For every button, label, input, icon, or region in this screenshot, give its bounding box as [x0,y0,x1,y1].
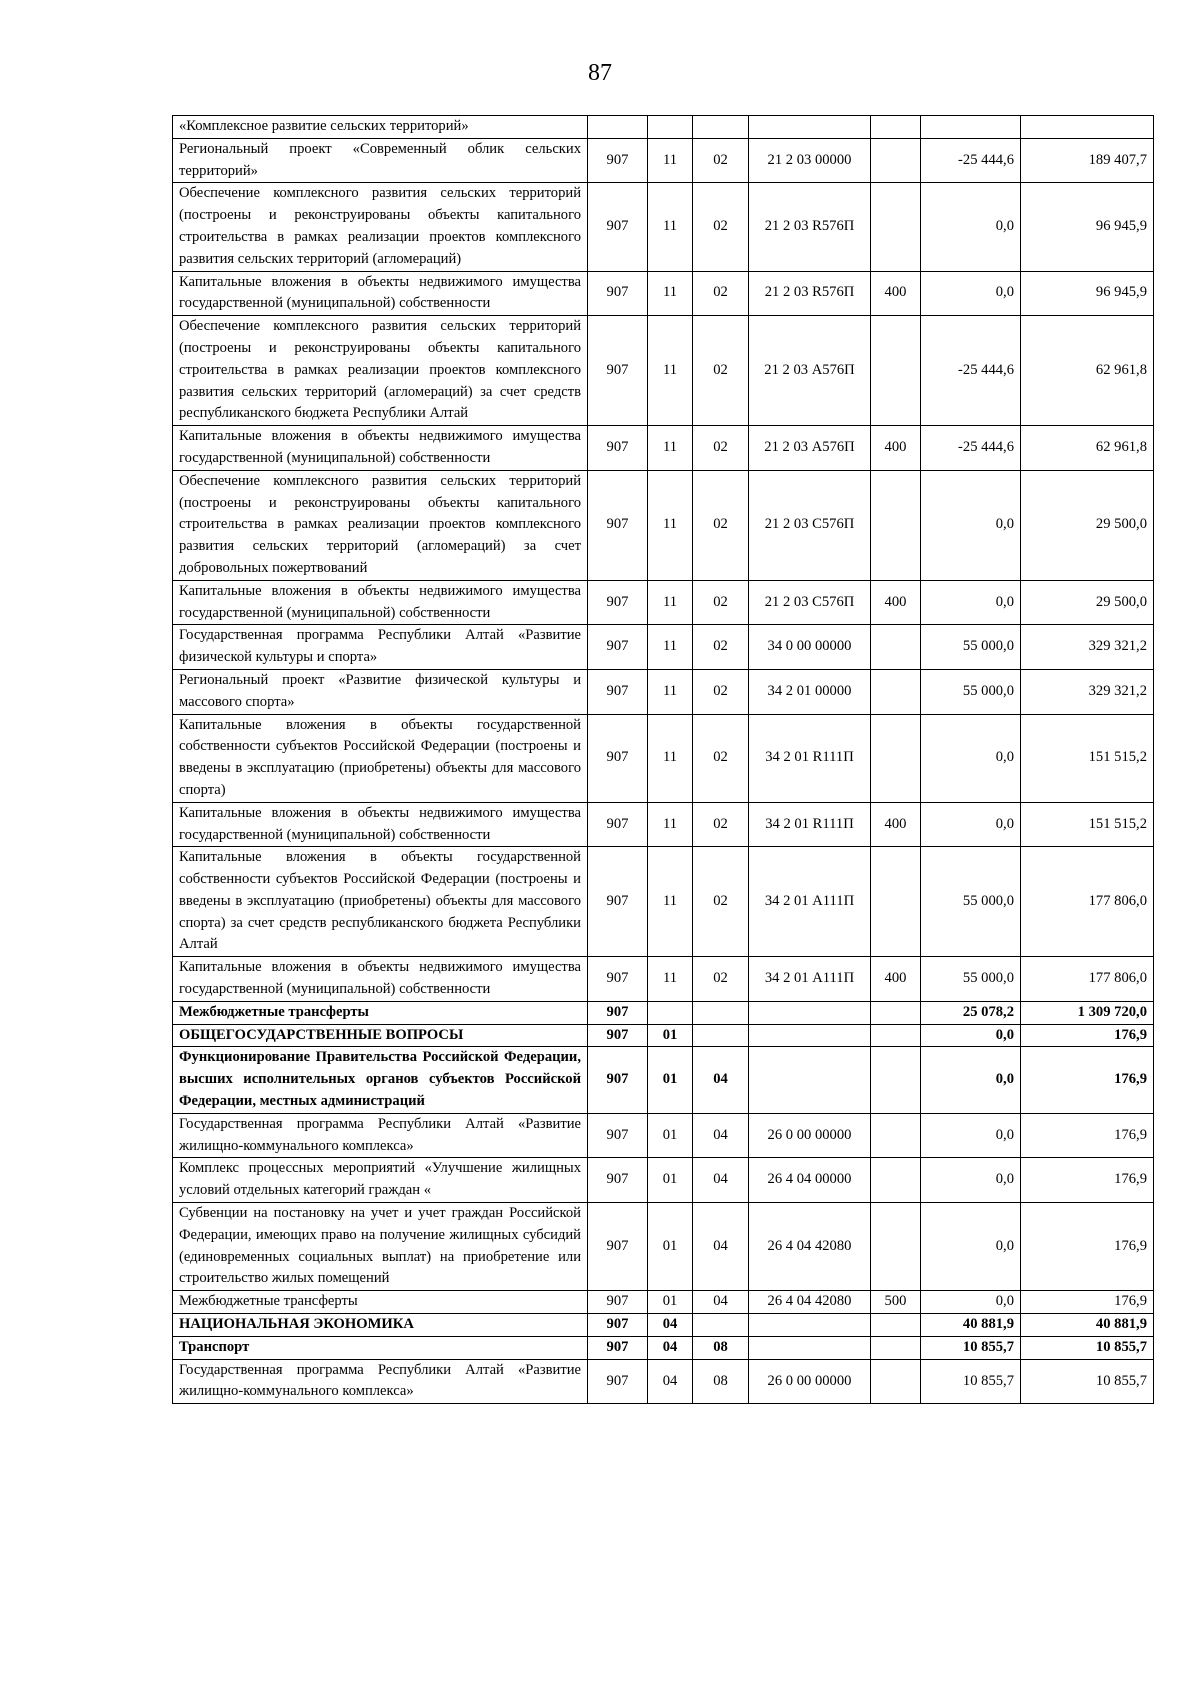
row-gr-code: 907 [588,580,648,625]
row-total-amount: 176,9 [1021,1203,1154,1291]
row-subsection-code: 08 [693,1359,749,1404]
row-subsection-code: 08 [693,1336,749,1359]
row-gr-code: 907 [588,1158,648,1203]
row-change-amount: 0,0 [921,1158,1021,1203]
row-total-amount: 62 961,8 [1021,316,1154,426]
row-change-amount: 40 881,9 [921,1314,1021,1337]
row-target-article: 34 2 01 А111П [749,957,871,1002]
row-subsection-code: 02 [693,847,749,957]
row-expense-type [871,1047,921,1113]
row-target-article: 21 2 03 00000 [749,138,871,183]
table-row [173,1314,1154,1337]
row-change-amount: 0,0 [921,1024,1021,1047]
row-total-amount: 62 961,8 [1021,426,1154,471]
row-total-amount: 29 500,0 [1021,580,1154,625]
row-subsection-code: 02 [693,316,749,426]
row-subsection-code: 02 [693,138,749,183]
row-gr-code: 907 [588,847,648,957]
row-target-article: 21 2 03 R576П [749,183,871,271]
row-target-article: 34 2 01 R111П [749,802,871,847]
row-expense-type [871,1024,921,1047]
row-name: Капитальные вложения в объекты недвижимого имущества государственной (муниципальной) собственности [173,957,588,1002]
row-name: «Комплексное развитие сельских территорий» [173,116,588,139]
row-target-article [749,1336,871,1359]
row-total-amount: 176,9 [1021,1047,1154,1113]
row-target-article: 34 2 01 00000 [749,669,871,714]
row-subsection-code: 02 [693,802,749,847]
row-expense-type [871,470,921,580]
row-gr-code: 907 [588,138,648,183]
row-name: НАЦИОНАЛЬНАЯ ЭКОНОМИКА [173,1314,588,1337]
table-row [173,714,1154,802]
table-row [173,957,1154,1002]
row-section-code: 11 [648,271,693,316]
row-change-amount: -25 444,6 [921,426,1021,471]
row-section-code: 11 [648,714,693,802]
row-name: Государственная программа Республики Алтай «Развитие физической культуры и спорта» [173,625,588,670]
row-change-amount: 0,0 [921,1047,1021,1113]
row-change-amount: -25 444,6 [921,316,1021,426]
row-target-article: 34 0 00 00000 [749,625,871,670]
row-section-code: 01 [648,1024,693,1047]
row-name: Капитальные вложения в объекты государственной собственности субъектов Российской Федерации (построены и введены в эксплуатацию (приобретены) объекты для массового спорта) [173,714,588,802]
row-target-article [749,1001,871,1024]
row-section-code: 11 [648,802,693,847]
row-gr-code: 907 [588,669,648,714]
row-gr-code: 907 [588,1314,648,1337]
row-expense-type: 400 [871,426,921,471]
row-expense-type [871,1359,921,1404]
table-row [173,1158,1154,1203]
row-target-article: 21 2 03 А576П [749,316,871,426]
row-target-article [749,1047,871,1113]
row-total-amount: 189 407,7 [1021,138,1154,183]
row-target-article: 21 2 03 С576П [749,580,871,625]
row-name: Региональный проект «Развитие физической культуры и массового спорта» [173,669,588,714]
row-change-amount: -25 444,6 [921,138,1021,183]
row-change-amount [921,116,1021,139]
row-gr-code: 907 [588,1113,648,1158]
row-name: Капитальные вложения в объекты недвижимого имущества государственной (муниципальной) собственности [173,802,588,847]
row-total-amount: 29 500,0 [1021,470,1154,580]
row-target-article: 26 0 00 00000 [749,1359,871,1404]
row-total-amount: 329 321,2 [1021,669,1154,714]
table-row [173,1001,1154,1024]
row-gr-code: 907 [588,802,648,847]
row-expense-type: 400 [871,271,921,316]
row-name: Обеспечение комплексного развития сельских территорий (построены и реконструированы объекты капитального строительства в рамках реализации проектов комплексного развития сельских территорий (агломераций) [173,183,588,271]
row-total-amount: 10 855,7 [1021,1336,1154,1359]
table-row [173,1359,1154,1404]
row-change-amount: 25 078,2 [921,1001,1021,1024]
row-name: Региональный проект «Современный облик сельских территорий» [173,138,588,183]
row-total-amount: 40 881,9 [1021,1314,1154,1337]
row-total-amount: 176,9 [1021,1113,1154,1158]
row-total-amount: 176,9 [1021,1158,1154,1203]
table-row [173,1113,1154,1158]
row-expense-type [871,1158,921,1203]
row-subsection-code: 02 [693,714,749,802]
row-change-amount: 0,0 [921,271,1021,316]
row-gr-code: 907 [588,1024,648,1047]
row-total-amount: 96 945,9 [1021,271,1154,316]
row-change-amount: 0,0 [921,1203,1021,1291]
row-gr-code: 907 [588,271,648,316]
row-name: Обеспечение комплексного развития сельских территорий (построены и реконструированы объекты капитального строительства в рамках реализации проектов комплексного развития сельских территорий (агломераций) за счет средств республиканского бюджета Республики Алтай [173,316,588,426]
row-target-article: 26 4 04 42080 [749,1203,871,1291]
row-subsection-code: 02 [693,426,749,471]
row-change-amount: 55 000,0 [921,847,1021,957]
row-name: Комплекс процессных мероприятий «Улучшение жилищных условий отдельных категорий граждан « [173,1158,588,1203]
table-row [173,316,1154,426]
row-total-amount: 329 321,2 [1021,625,1154,670]
budget-table [172,115,1154,1404]
row-name: ОБЩЕГОСУДАРСТВЕННЫЕ ВОПРОСЫ [173,1024,588,1047]
row-expense-type: 400 [871,957,921,1002]
row-subsection-code [693,1001,749,1024]
row-section-code: 01 [648,1291,693,1314]
row-name: Государственная программа Республики Алтай «Развитие жилищно-коммунального комплекса» [173,1113,588,1158]
row-expense-type: 400 [871,580,921,625]
row-gr-code: 907 [588,957,648,1002]
row-section-code: 11 [648,847,693,957]
row-total-amount: 176,9 [1021,1291,1154,1314]
row-section-code [648,116,693,139]
row-subsection-code: 02 [693,271,749,316]
row-target-article: 21 2 03 А576П [749,426,871,471]
row-expense-type: 500 [871,1291,921,1314]
row-change-amount: 0,0 [921,802,1021,847]
row-change-amount: 0,0 [921,1291,1021,1314]
table-row [173,847,1154,957]
row-target-article: 26 4 04 00000 [749,1158,871,1203]
row-section-code: 11 [648,470,693,580]
row-target-article: 26 0 00 00000 [749,1113,871,1158]
row-name: Субвенции на постановку на учет и учет граждан Российской Федерации, имеющих право на получение жилищных субсидий (единовременных социальных выплат) на приобретение или строительство жилых помещений [173,1203,588,1291]
row-subsection-code: 04 [693,1113,749,1158]
row-section-code: 11 [648,957,693,1002]
row-target-article: 21 2 03 R576П [749,271,871,316]
row-name: Межбюджетные трансферты [173,1291,588,1314]
row-expense-type [871,1113,921,1158]
row-gr-code: 907 [588,1291,648,1314]
row-gr-code: 907 [588,1047,648,1113]
row-change-amount: 0,0 [921,580,1021,625]
row-expense-type [871,847,921,957]
row-subsection-code: 04 [693,1291,749,1314]
table-row [173,1047,1154,1113]
table-row [173,138,1154,183]
row-target-article: 21 2 03 С576П [749,470,871,580]
row-subsection-code: 02 [693,183,749,271]
row-expense-type [871,138,921,183]
row-section-code [648,1001,693,1024]
row-target-article: 26 4 04 42080 [749,1291,871,1314]
row-section-code: 01 [648,1113,693,1158]
row-section-code: 11 [648,625,693,670]
row-expense-type [871,714,921,802]
row-change-amount: 55 000,0 [921,669,1021,714]
row-subsection-code: 02 [693,957,749,1002]
row-gr-code: 907 [588,426,648,471]
row-total-amount: 176,9 [1021,1024,1154,1047]
row-expense-type [871,669,921,714]
row-gr-code [588,116,648,139]
row-total-amount: 177 806,0 [1021,957,1154,1002]
table-row [173,116,1154,139]
row-name: Функционирование Правительства Российской Федерации, высших исполнительных органов субъектов Российской Федерации, местных администраций [173,1047,588,1113]
row-expense-type [871,1203,921,1291]
row-name: Капитальные вложения в объекты государственной собственности субъектов Российской Федерации (построены и введены в эксплуатацию (приобретены) объекты для массового спорта) за счет средств республиканского бюджета Республики Алтай [173,847,588,957]
row-name: Транспорт [173,1336,588,1359]
row-target-article [749,1024,871,1047]
row-subsection-code: 04 [693,1203,749,1291]
row-gr-code: 907 [588,470,648,580]
row-expense-type [871,625,921,670]
table-row [173,802,1154,847]
row-total-amount: 151 515,2 [1021,802,1154,847]
row-subsection-code: 02 [693,580,749,625]
row-gr-code: 907 [588,1001,648,1024]
row-name: Обеспечение комплексного развития сельских территорий (построены и реконструированы объекты капитального строительства в рамках реализации проектов комплексного развития сельских территорий (агломераций) за счет добровольных пожертвований [173,470,588,580]
row-expense-type: 400 [871,802,921,847]
table-row [173,625,1154,670]
row-name: Капитальные вложения в объекты недвижимого имущества государственной (муниципальной) собственности [173,426,588,471]
row-gr-code: 907 [588,625,648,670]
row-name: Капитальные вложения в объекты недвижимого имущества государственной (муниципальной) собственности [173,580,588,625]
row-change-amount: 10 855,7 [921,1336,1021,1359]
row-section-code: 04 [648,1359,693,1404]
row-subsection-code: 02 [693,470,749,580]
page-number: 87 [588,60,612,86]
row-section-code: 11 [648,580,693,625]
row-change-amount: 0,0 [921,1113,1021,1158]
row-gr-code: 907 [588,1336,648,1359]
row-expense-type [871,1314,921,1337]
row-expense-type [871,1336,921,1359]
row-subsection-code [693,1314,749,1337]
row-name: Межбюджетные трансферты [173,1001,588,1024]
row-section-code: 04 [648,1336,693,1359]
row-section-code: 11 [648,138,693,183]
row-section-code: 11 [648,316,693,426]
row-change-amount: 0,0 [921,470,1021,580]
row-section-code: 01 [648,1047,693,1113]
row-subsection-code: 04 [693,1158,749,1203]
row-change-amount: 55 000,0 [921,625,1021,670]
row-total-amount: 96 945,9 [1021,183,1154,271]
row-total-amount: 177 806,0 [1021,847,1154,957]
row-gr-code: 907 [588,1203,648,1291]
table-row [173,669,1154,714]
row-target-article: 34 2 01 R111П [749,714,871,802]
row-gr-code: 907 [588,714,648,802]
table-row [173,1024,1154,1047]
row-total-amount: 10 855,7 [1021,1359,1154,1404]
row-target-article: 34 2 01 А111П [749,847,871,957]
row-subsection-code: 02 [693,669,749,714]
table-row [173,271,1154,316]
row-section-code: 01 [648,1203,693,1291]
row-change-amount: 0,0 [921,714,1021,802]
row-section-code: 04 [648,1314,693,1337]
row-total-amount: 1 309 720,0 [1021,1001,1154,1024]
row-expense-type [871,183,921,271]
table-row [173,580,1154,625]
row-subsection-code: 04 [693,1047,749,1113]
row-change-amount: 0,0 [921,183,1021,271]
row-subsection-code [693,1024,749,1047]
row-total-amount: 151 515,2 [1021,714,1154,802]
row-section-code: 11 [648,426,693,471]
row-gr-code: 907 [588,183,648,271]
row-name: Государственная программа Республики Алтай «Развитие жилищно-коммунального комплекса» [173,1359,588,1404]
row-change-amount: 10 855,7 [921,1359,1021,1404]
table-row [173,426,1154,471]
row-name: Капитальные вложения в объекты недвижимого имущества государственной (муниципальной) собственности [173,271,588,316]
table-row [173,470,1154,580]
row-expense-type [871,116,921,139]
row-section-code: 01 [648,1158,693,1203]
row-section-code: 11 [648,183,693,271]
row-target-article [749,1314,871,1337]
row-change-amount: 55 000,0 [921,957,1021,1002]
row-subsection-code: 02 [693,625,749,670]
row-section-code: 11 [648,669,693,714]
table-row [173,1336,1154,1359]
row-subsection-code [693,116,749,139]
row-total-amount [1021,116,1154,139]
row-gr-code: 907 [588,1359,648,1404]
table-row [173,183,1154,271]
row-gr-code: 907 [588,316,648,426]
row-expense-type [871,316,921,426]
table-row [173,1291,1154,1314]
table-row [173,1203,1154,1291]
row-expense-type [871,1001,921,1024]
row-target-article [749,116,871,139]
